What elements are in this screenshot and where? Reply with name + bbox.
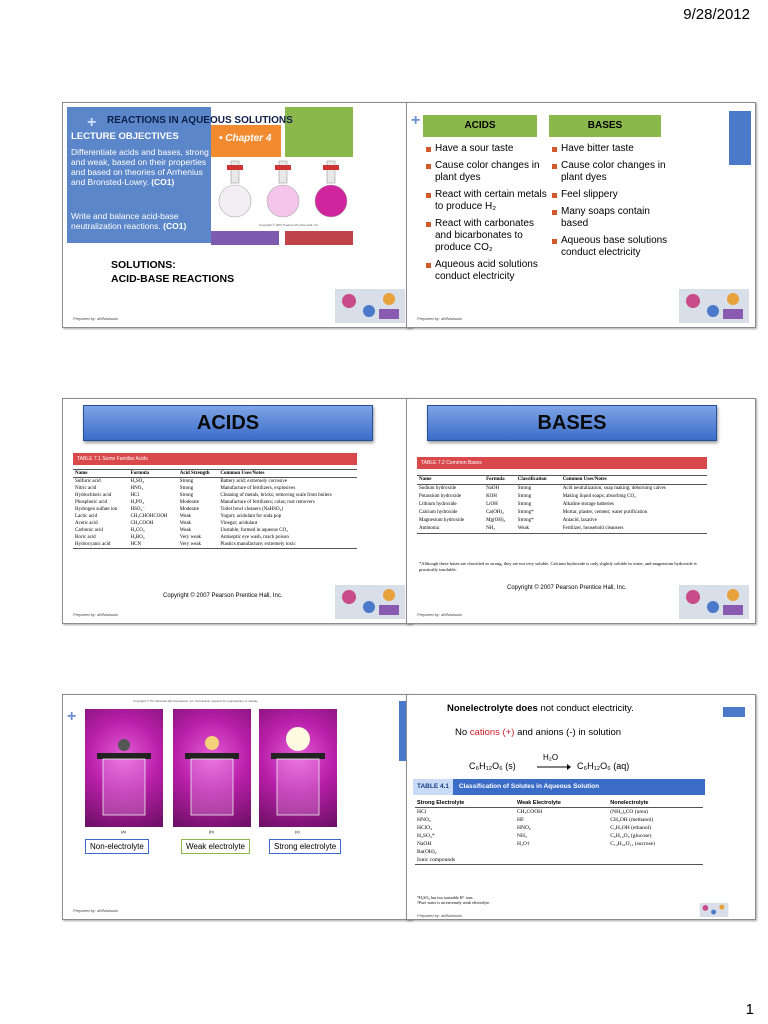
table-cell: H₃BO₃: [130, 535, 145, 540]
beaker-icon: [173, 709, 251, 827]
list-item: Aqueous acid solutions conduct electricity: [425, 259, 547, 283]
column-header: Common Uses/Notes: [220, 471, 265, 476]
table-cell: [515, 848, 608, 856]
photo-non-electrolyte: [85, 709, 163, 827]
slide-footer: Prepared by: aMNatnuda: [417, 612, 462, 617]
table-row: [73, 478, 357, 486]
blue-tab: [723, 707, 745, 717]
table-cell: Strong: [517, 486, 532, 491]
list-item: Feel slippery: [551, 189, 677, 201]
decorative-collage-icon: [679, 289, 749, 323]
table-cell: Strong: [517, 494, 532, 499]
table-row: [73, 527, 357, 534]
table-cell: [515, 856, 608, 865]
slide-3: [62, 398, 412, 624]
table-cell: Manufacture of fertilizers, explosives: [220, 486, 296, 491]
label-strong-electrolyte: Strong electrolyte: [269, 839, 341, 854]
chapter-label: • Chapter 4: [219, 133, 272, 144]
table-title-bar: TABLE 7.2 Common Bases: [417, 457, 707, 469]
table-row: [417, 525, 707, 534]
objective-2: Write and balance acid-base neutralization reactions. (CO1): [71, 211, 187, 231]
solutes-table: [415, 799, 703, 865]
table-cell: Strong*: [517, 510, 534, 515]
table-cell: Making liquid soaps; absorbing CO₂: [562, 494, 636, 499]
objective-1: Differentiate acids and bases, strong and weak, based on their properties and based on theories of Arrhenius and Bronsted-Lowry. (CO1): [71, 147, 209, 187]
table-cell: Weak: [179, 528, 192, 533]
photo-label-c: (c): [295, 829, 300, 834]
table-row: [415, 840, 703, 848]
column-header: Common Uses/Notes: [562, 477, 607, 482]
red-block: [285, 231, 353, 245]
list-item: Have a sour taste: [425, 143, 547, 155]
slide-title: REACTIONS IN AQUEOUS SOLUTIONS: [107, 115, 293, 126]
column-header: Formula: [130, 471, 150, 476]
blue-tab: [729, 111, 751, 165]
table-row: [415, 824, 703, 832]
table-cell: CH₃CHOHCOOH: [130, 514, 168, 519]
table-cell: CH₃COOH: [517, 809, 543, 815]
table-footnote: *Although these bases are classified as strong, they are not very soluble. Calcium hydroxide is only slightly soluble in water, and magnesium hydroxide is practically insoluble.: [419, 561, 697, 572]
photo-label-a: (a): [121, 829, 126, 834]
table-notes: [417, 895, 490, 905]
table-row: [73, 485, 357, 492]
objectives-heading: LECTURE OBJECTIVES: [71, 131, 179, 142]
reaction-arrow-icon: [537, 763, 571, 771]
table-cell: Magnesium hydroxide: [419, 518, 465, 523]
table-cell: H₂SO₄: [130, 479, 145, 484]
beaker-icon: [85, 709, 163, 827]
table-cell: HCl: [417, 809, 427, 815]
table-cell: Strong: [179, 479, 194, 484]
bases-banner: BASES: [427, 405, 717, 441]
table-row: [415, 848, 703, 856]
table-cell: HSO₄⁻: [130, 507, 145, 512]
table-title-bar: TABLE 4.1 Classification of Solutes in Aqueous Solution: [413, 779, 705, 795]
column-header: Strong Electrolyte: [417, 800, 465, 806]
table-cell: Alkaline storage batteries: [562, 502, 614, 507]
table-row: [73, 534, 357, 541]
table-cell: Strong: [517, 502, 532, 507]
table-cell: Fertilizer, household cleansers: [562, 526, 624, 531]
table-cell: C₆H₁₂O₆ (glucose): [610, 833, 652, 839]
column-header: Acid Strength: [179, 471, 210, 476]
table-cell: HNO₂: [517, 825, 531, 831]
flask-pale-pink-icon: [263, 159, 303, 219]
table-cell: [608, 848, 703, 856]
table-copyright: Copyright © 2007 Pearson Prentice Hall, Inc.: [163, 593, 283, 599]
table-note: †Pure water is an extremely weak electrolyte.: [417, 900, 490, 905]
table-cell: HClO₄: [417, 825, 433, 831]
table-cell: Vinegar; acidulant: [220, 521, 258, 526]
bases-list: [551, 143, 677, 264]
table-row: [73, 499, 357, 506]
table-cell: Acid neutralization; soap making; dehorning calves: [562, 486, 666, 491]
flask-magenta-icon: [311, 159, 351, 219]
nonelectrolyte-statement: Nonelectrolyte does not conduct electricity.: [447, 703, 634, 714]
table-cell: HF: [517, 817, 525, 823]
slide-5: [62, 694, 412, 920]
table-copyright: Copyright © 2007 Pearson Prentice Hall, Inc.: [507, 585, 627, 591]
slide-footer: Prepared by: aMNatnuda: [73, 316, 118, 321]
slide-footer: Prepared by: aMNatnuda: [417, 913, 462, 918]
table-cell: Mortar, plaster, cement; water purification: [562, 510, 648, 515]
table-cell: Very weak: [179, 535, 202, 540]
bases-header: BASES: [549, 115, 661, 137]
plus-icon: +: [67, 708, 77, 725]
list-item: React with certain metals to produce H₂: [425, 189, 547, 213]
slide-footer: Prepared by: aMNatnuda: [73, 612, 118, 617]
table-cell: Yogurt; acidulant for soda pop: [220, 514, 282, 519]
table-cell: Moderate: [179, 507, 199, 512]
table-cell: Sulfuric acid: [75, 479, 101, 484]
table-cell: Strong: [179, 486, 194, 491]
plus-icon: +: [87, 114, 97, 131]
photo-label-b: (b): [209, 829, 214, 834]
list-item: Cause color changes in plant dyes: [425, 160, 547, 184]
slide-footer: Prepared by: aMNatnuda: [417, 316, 462, 321]
list-item: React with carbonates and bicarbonates to produce CO₂: [425, 218, 547, 254]
table-row: [417, 485, 707, 494]
label-weak-electrolyte: Weak electrolyte: [181, 839, 250, 854]
column-header: Classification: [517, 477, 547, 482]
label-non-electrolyte: Non-electrolyte: [85, 839, 149, 854]
table-header-row: [73, 470, 357, 478]
ions-statement: No cations (+) and anions (-) in solution: [455, 727, 622, 738]
list-item: Have bitter taste: [551, 143, 677, 155]
bases-table: [417, 475, 707, 534]
beaker-icon: [259, 709, 337, 827]
list-item: Aqueous base solutions conduct electricity: [551, 235, 677, 259]
column-header: Weak Electrolyte: [517, 800, 561, 806]
table-row: [415, 832, 703, 840]
table-row: [73, 541, 357, 549]
acids-header: ACIDS: [423, 115, 537, 137]
table-cell: Hydrochloric acid: [75, 493, 112, 498]
table-title-bar: TABLE 7.1 Some Familiar Acids: [73, 453, 357, 465]
subtitle-line-2: ACID-BASE REACTIONS: [111, 273, 235, 285]
table-cell: Antiseptic eye wash, roach poison: [220, 535, 289, 540]
table-cell: Boric acid: [75, 535, 96, 540]
table-cell: Weak: [517, 526, 530, 531]
table-row: [73, 506, 357, 513]
table-cell: NaOH: [417, 841, 432, 847]
table-cell: Very weak: [179, 542, 202, 547]
table-row: [73, 513, 357, 520]
acids-banner: ACIDS: [83, 405, 373, 441]
decorative-collage-icon: [679, 903, 749, 917]
table-row: [417, 509, 707, 517]
photo-weak-electrolyte: [173, 709, 251, 827]
page-number: 1: [745, 1001, 754, 1018]
photo-copyright: Copyright © The McGraw-Hill Companies, Inc. Permission required for reproduction or display.: [133, 699, 259, 703]
green-block: [285, 107, 353, 157]
photo-strong-electrolyte: [259, 709, 337, 827]
table-cell: Acetic acid: [75, 521, 98, 526]
table-cell: Lithium hydroxide: [419, 502, 457, 507]
table-cell: KOH: [486, 494, 497, 499]
table-cell: NH₃: [517, 833, 527, 839]
table-cell: CH₃COOH: [130, 521, 154, 526]
table-cell: Toilet bowl cleaners (NaHSO₄): [220, 507, 283, 512]
acids-table: [73, 469, 357, 549]
table-row: [417, 501, 707, 509]
table-cell: Ammonia: [419, 526, 439, 531]
table-row: [73, 492, 357, 499]
table-cell: Ba(OH)₂: [417, 849, 437, 855]
print-date: 9/28/2012: [683, 6, 750, 23]
table-cell: (NH₂)₂CO (urea): [610, 809, 648, 815]
table-cell: Carbonic acid: [75, 528, 103, 533]
plus-icon: +: [411, 112, 421, 129]
table-cell: C₂H₅OH (ethanol): [610, 825, 651, 831]
table-cell: HCN: [130, 542, 142, 547]
table-cell: Ca(OH)₂: [486, 510, 504, 515]
table-cell: NH₃: [486, 526, 496, 531]
table-row: [415, 856, 703, 865]
slide-footer: Prepared by: aMNatnuda: [73, 908, 118, 913]
table-cell: Weak: [179, 521, 192, 526]
table-cell: HCl: [130, 493, 139, 498]
table-cell: Sodium hydroxide: [419, 486, 457, 491]
decorative-collage-icon: [335, 289, 405, 323]
decorative-collage-icon: [335, 585, 405, 619]
table-cell: CH₃OH (methanol): [610, 817, 654, 823]
reaction-reactant: C₆H₁₂O₆ (s): [469, 761, 516, 771]
table-cell: Moderate: [179, 500, 199, 505]
column-header: Name: [419, 477, 432, 482]
table-cell: H₃PO₄: [130, 500, 145, 505]
table-cell: C₁₂H₂₂O₁₁ (sucrose): [610, 841, 655, 847]
table-cell: Phosphoric acid: [75, 500, 108, 505]
list-item: Cause color changes in plant dyes: [551, 160, 677, 184]
table-cell: LiOH: [486, 502, 498, 507]
table-cell: Calcium hydroxide: [419, 510, 458, 515]
slide-4: [406, 398, 756, 624]
subtitle-line-1: SOLUTIONS:: [111, 259, 176, 271]
table-cell: HNO₃: [130, 486, 144, 491]
table-cell: Strong: [179, 493, 194, 498]
table-cell: H₂SO₄*: [417, 833, 435, 839]
decorative-collage-icon: [679, 585, 749, 619]
table-header-row: [415, 799, 703, 808]
table-cell: HNO₃: [417, 817, 431, 823]
table-cell: Mg(OH)₂: [486, 518, 506, 523]
slide-6: [406, 694, 756, 920]
table-header-row: [417, 476, 707, 485]
table-cell: Cleaning of metals, bricks; removing scale from boilers: [220, 493, 332, 498]
purple-block: [211, 231, 279, 245]
table-row: [417, 517, 707, 525]
table-cell: Unstable; formed in aqueous CO₂: [220, 528, 288, 533]
column-header: Nonelectrolyte: [610, 800, 649, 806]
column-header: Formula: [486, 477, 505, 482]
table-row: [415, 808, 703, 817]
table-cell: Strong*: [517, 518, 534, 523]
table-cell: Battery acid; extremely corrosive: [220, 479, 288, 484]
table-cell: Manufacture of fertilizers; colas; rust removers: [220, 500, 315, 505]
slide-2: [406, 102, 756, 328]
table-cell: Ionic compounds: [417, 857, 456, 863]
table-cell: H₂O†: [517, 841, 530, 847]
photo-copyright: Copyright © 2007 Pearson Prentice Hall, Inc.: [259, 223, 319, 227]
table-cell: Lactic acid: [75, 514, 98, 519]
reaction-product: C₆H₁₂O₆ (aq): [577, 761, 630, 771]
table-cell: NaOH: [486, 486, 500, 491]
table-note: *H₂SO₄ has two ionizable H⁺ ions.: [417, 895, 474, 900]
table-row: [417, 493, 707, 501]
table-cell: Hydrocyanic acid: [75, 542, 111, 547]
table-cell: Hydrogen sulfate ion: [75, 507, 118, 512]
flask-clear-icon: [215, 159, 255, 219]
table-row: [73, 520, 357, 527]
table-row: [415, 816, 703, 824]
table-cell: Weak: [179, 514, 192, 519]
table-cell: Potassium hydroxide: [419, 494, 462, 499]
table-cell: Antacid, laxative: [562, 518, 597, 523]
table-cell: H₂CO₃: [130, 528, 145, 533]
column-header: Name: [75, 471, 88, 476]
slide-1: [62, 102, 412, 328]
reaction-arrow-label: H₂O: [543, 753, 559, 762]
acids-list: [425, 143, 547, 288]
list-item: Many soaps contain based: [551, 206, 677, 230]
table-cell: Plastics manufacture; extremely toxic: [220, 542, 296, 547]
table-cell: [608, 856, 703, 865]
table-cell: Nitric acid: [75, 486, 97, 491]
